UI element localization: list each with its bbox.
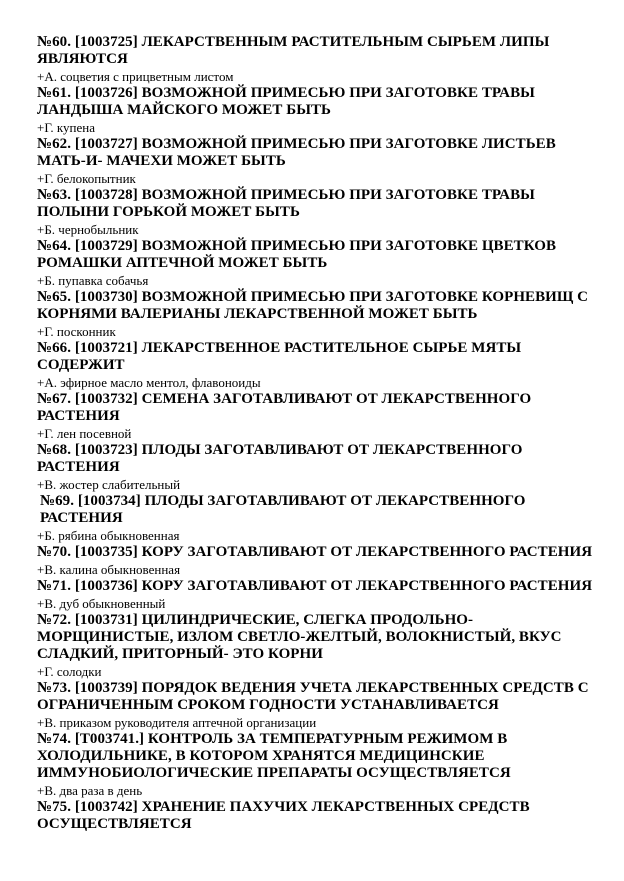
question-text: №70. [1003735] КОРУ ЗАГОТАВЛИВАЮТ ОТ ЛЕКАРСТВЕННОГО РАСТЕНИЯ <box>37 544 593 560</box>
test-item <box>37 493 597 544</box>
test-item <box>37 442 597 493</box>
test-item <box>37 391 597 442</box>
test-item <box>37 187 597 238</box>
question-text: №73. [1003739] ПОРЯДОК ВЕДЕНИЯ УЧЕТА ЛЕКАРСТВЕННЫХ СРЕДСТВ С ОГРАНИЧЕННЫМ СРОКОМ ГОДНОСТИ УСТАНАВЛИВАЕТСЯ <box>37 680 589 713</box>
answer-text: +Б. чернобыльник <box>37 222 139 237</box>
question-text: №74. [Т003741.] КОНТРОЛЬ ЗА ТЕМПЕРАТУРНЫМ РЕЖИМОМ В ХОЛОДИЛЬНИКЕ, В КОТОРОМ ХРАНЯТСЯ МЕДИЦИНСКИЕ ИММУНОБИОЛОГИЧЕСКИЕ ПРЕПАРАТЫ ОСУЩЕСТВЛЯЕТСЯ <box>37 731 511 781</box>
test-item <box>37 680 597 731</box>
answer-text: +Г. лен посевной <box>37 426 132 441</box>
question-text: №71. [1003736] КОРУ ЗАГОТАВЛИВАЮТ ОТ ЛЕКАРСТВЕННОГО РАСТЕНИЯ <box>37 578 593 594</box>
answer-text: +Г. солодки <box>37 664 102 679</box>
test-item <box>37 238 597 289</box>
answer-text: +Г. купена <box>37 120 95 135</box>
question-text: №65. [1003730] ВОЗМОЖНОЙ ПРИМЕСЬЮ ПРИ ЗАГОТОВКЕ КОРНЕВИЩ С КОРНЯМИ ВАЛЕРИАНЫ ЛЕКАРСТВЕННОЙ МОЖЕТ БЫТЬ <box>37 289 589 322</box>
test-item <box>37 799 597 833</box>
test-item <box>37 136 597 187</box>
answer-text: +В. два раза в день <box>37 783 143 798</box>
answer-text: +Г. посконник <box>37 324 116 339</box>
answer-text: +Б. рябина обыкновенная <box>37 528 180 543</box>
question-text: №60. [1003725] ЛЕКАРСТВЕННЫМ РАСТИТЕЛЬНЫМ СЫРЬЕМ ЛИПЫ ЯВЛЯЮТСЯ <box>37 34 550 67</box>
test-item <box>37 340 597 391</box>
answer-text: +В. приказом руководителя аптечной организации <box>37 715 317 730</box>
question-text: №66. [1003721] ЛЕКАРСТВЕННОЕ РАСТИТЕЛЬНОЕ СЫРЬЕ МЯТЫ СОДЕРЖИТ <box>37 340 522 373</box>
test-item <box>37 544 597 578</box>
answer-text: +В. жостер слабительный <box>37 477 181 492</box>
answer-text: +В. калина обыкновенная <box>37 562 181 577</box>
answer-text: +В. дуб обыкновенный <box>37 596 166 611</box>
question-text: №61. [1003726] ВОЗМОЖНОЙ ПРИМЕСЬЮ ПРИ ЗАГОТОВКЕ ТРАВЫ ЛАНДЫША МАЙСКОГО МОЖЕТ БЫТЬ <box>37 85 535 118</box>
question-text: №64. [1003729] ВОЗМОЖНОЙ ПРИМЕСЬЮ ПРИ ЗАГОТОВКЕ ЦВЕТКОВ РОМАШКИ АПТЕЧНОЙ МОЖЕТ БЫТЬ <box>37 238 557 271</box>
answer-text: +Б. пупавка собачья <box>37 273 149 288</box>
answer-text: +А. эфирное масло ментол, флавоноиды <box>37 375 261 390</box>
question-text: №68. [1003723] ПЛОДЫ ЗАГОТАВЛИВАЮТ ОТ ЛЕКАРСТВЕННОГО РАСТЕНИЯ <box>37 442 523 475</box>
test-item <box>37 578 597 612</box>
answer-text: +А. соцветия с прицветным листом <box>37 69 234 84</box>
test-item <box>37 731 597 799</box>
question-text: №72. [1003731] ЦИЛИНДРИЧЕСКИЕ, СЛЕГКА ПРОДОЛЬНО-МОРЩИНИСТЫЕ, ИЗЛОМ СВЕТЛО-ЖЕЛТЫЙ, ВОЛОКНИСТЫЙ, ВКУС СЛАДКИЙ, ПРИТОРНЫЙ- ЭТО КОРНИ <box>37 612 562 662</box>
test-item <box>37 34 597 85</box>
question-text: №69. [1003734] ПЛОДЫ ЗАГОТАВЛИВАЮТ ОТ ЛЕКАРСТВЕННОГО РАСТЕНИЯ <box>40 493 526 526</box>
document-page <box>37 34 597 833</box>
question-text: №67. [1003732] СЕМЕНА ЗАГОТАВЛИВАЮТ ОТ ЛЕКАРСТВЕННОГО РАСТЕНИЯ <box>37 391 532 424</box>
question-text: №62. [1003727] ВОЗМОЖНОЙ ПРИМЕСЬЮ ПРИ ЗАГОТОВКЕ ЛИСТЬЕВ МАТЬ-И- МАЧЕХИ МОЖЕТ БЫТЬ <box>37 136 556 169</box>
test-item <box>37 85 597 136</box>
question-text: №75. [1003742] ХРАНЕНИЕ ПАХУЧИХ ЛЕКАРСТВЕННЫХ СРЕДСТВ ОСУЩЕСТВЛЯЕТСЯ <box>37 799 530 832</box>
answer-text: +Г. белокопытник <box>37 171 136 186</box>
test-item <box>37 289 597 340</box>
test-item <box>37 612 597 680</box>
question-text: №63. [1003728] ВОЗМОЖНОЙ ПРИМЕСЬЮ ПРИ ЗАГОТОВКЕ ТРАВЫ ПОЛЫНИ ГОРЬКОЙ МОЖЕТ БЫТЬ <box>37 187 535 220</box>
